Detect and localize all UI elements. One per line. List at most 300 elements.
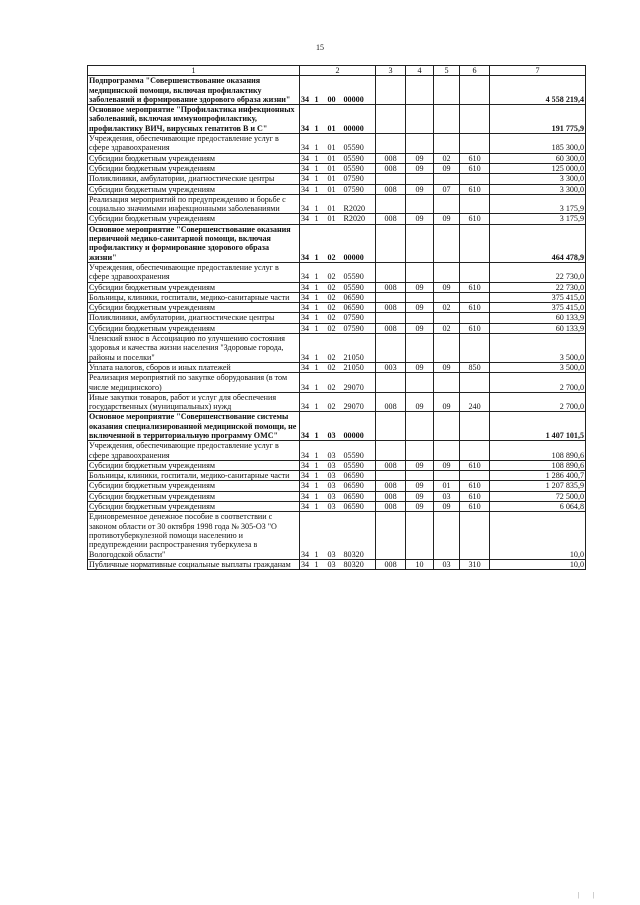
expense-type-cell: 610 (460, 163, 490, 173)
amount-cell: 6 064,8 (490, 502, 586, 512)
ministry-code-cell: 008 (376, 559, 406, 569)
table-row (88, 323, 586, 333)
section-code-cell: 09 (406, 392, 434, 412)
ministry-code-cell (376, 412, 406, 441)
table-row (88, 134, 586, 154)
expense-type-cell: 610 (460, 214, 490, 224)
row-name-cell: Субсидии бюджетным учреждениям (88, 282, 300, 292)
row-name-cell: Субсидии бюджетным учреждениям (88, 303, 300, 313)
section-code-cell (406, 292, 434, 302)
header-cell: 3 (376, 66, 406, 76)
code-activity-cell: 03 (327, 559, 343, 569)
subsection-code-cell: 03 (434, 559, 460, 569)
table-row (88, 460, 586, 470)
code-subprogram-cell: 1 (314, 76, 327, 105)
row-name-cell: Поликлиники, амбулатории, диагностические центры (88, 313, 300, 323)
code-direction-cell: 00000 (343, 412, 376, 441)
code-activity-cell: 01 (327, 134, 343, 154)
code-subprogram-cell: 1 (314, 362, 327, 372)
table-row (88, 292, 586, 302)
subsection-code-cell (434, 224, 460, 262)
section-code-cell: 09 (406, 214, 434, 224)
amount-cell: 375 415,0 (490, 303, 586, 313)
code-program-cell: 34 (300, 214, 314, 224)
ministry-code-cell (376, 194, 406, 214)
expense-type-cell (460, 262, 490, 282)
code-subprogram-cell: 1 (314, 163, 327, 173)
row-name-cell: Основное мероприятие "Совершенствование системы оказания специализированной медицинской помощи, не включенной в территориальную программу ОМС" (88, 412, 300, 441)
amount-cell: 22 730,0 (490, 282, 586, 292)
section-code-cell (406, 224, 434, 262)
section-code-cell: 09 (406, 362, 434, 372)
ministry-code-cell (376, 262, 406, 282)
expense-type-cell (460, 194, 490, 214)
code-direction-cell: 00000 (343, 76, 376, 105)
table-row (88, 441, 586, 461)
table-row (88, 512, 586, 559)
subsection-code-cell (434, 174, 460, 184)
code-program-cell: 34 (300, 362, 314, 372)
section-code-cell (406, 105, 434, 134)
code-subprogram-cell: 1 (314, 214, 327, 224)
expense-type-cell: 610 (460, 481, 490, 491)
row-name-cell: Реализация мероприятий по предупреждению и борьбе с социально значимыми инфекционными заболеваниями (88, 194, 300, 214)
amount-cell: 22 730,0 (490, 262, 586, 282)
code-program-cell: 34 (300, 441, 314, 461)
code-activity-cell: 03 (327, 471, 343, 481)
table-body (88, 76, 586, 570)
code-subprogram-cell: 1 (314, 282, 327, 292)
table-row (88, 184, 586, 194)
section-code-cell (406, 334, 434, 363)
code-subprogram-cell: 1 (314, 184, 327, 194)
subsection-code-cell: 07 (434, 184, 460, 194)
row-name-cell: Подпрограмма "Совершенствование оказания медицинской помощи, включая профилактику заболеваний и формирование здорового образа жизни" (88, 76, 300, 105)
code-program-cell: 34 (300, 412, 314, 441)
amount-cell: 1 286 400,7 (490, 471, 586, 481)
expense-type-cell (460, 412, 490, 441)
row-name-cell: Иные закупки товаров, работ и услуг для обеспечения государственных (муниципальных) нужд (88, 392, 300, 412)
code-activity-cell: 02 (327, 334, 343, 363)
table-row (88, 334, 586, 363)
subsection-code-cell (434, 512, 460, 559)
amount-cell: 3 175,9 (490, 194, 586, 214)
code-direction-cell: R2020 (343, 214, 376, 224)
code-direction-cell: 21050 (343, 362, 376, 372)
table-row (88, 163, 586, 173)
subsection-code-cell (434, 76, 460, 105)
amount-cell: 185 300,0 (490, 134, 586, 154)
ministry-code-cell: 008 (376, 481, 406, 491)
section-code-cell: 09 (406, 282, 434, 292)
expense-type-cell (460, 313, 490, 323)
table-row (88, 373, 586, 393)
code-subprogram-cell: 1 (314, 262, 327, 282)
code-direction-cell: 05590 (343, 460, 376, 470)
code-program-cell: 34 (300, 262, 314, 282)
code-subprogram-cell: 1 (314, 323, 327, 333)
ministry-code-cell: 008 (376, 323, 406, 333)
section-code-cell (406, 313, 434, 323)
table-row (88, 502, 586, 512)
ministry-code-cell (376, 292, 406, 302)
expense-type-cell (460, 471, 490, 481)
subsection-code-cell: 03 (434, 491, 460, 501)
subsection-code-cell: 01 (434, 481, 460, 491)
page-number: 15 (316, 43, 324, 52)
code-program-cell: 34 (300, 313, 314, 323)
code-direction-cell: 05590 (343, 153, 376, 163)
table-row (88, 194, 586, 214)
ministry-code-cell: 008 (376, 214, 406, 224)
section-code-cell: 09 (406, 491, 434, 501)
amount-cell: 108 890,6 (490, 441, 586, 461)
code-subprogram-cell: 1 (314, 134, 327, 154)
header-cell: 1 (88, 66, 300, 76)
section-code-cell (406, 134, 434, 154)
row-name-cell: Больницы, клиники, госпитали, медико-санитарные части (88, 471, 300, 481)
expense-type-cell (460, 76, 490, 105)
row-name-cell: Субсидии бюджетным учреждениям (88, 460, 300, 470)
code-subprogram-cell: 1 (314, 153, 327, 163)
table-row (88, 224, 586, 262)
table-row (88, 174, 586, 184)
ministry-code-cell: 003 (376, 362, 406, 372)
code-subprogram-cell: 1 (314, 303, 327, 313)
subsection-code-cell (434, 334, 460, 363)
header-cell: 5 (434, 66, 460, 76)
expense-type-cell: 850 (460, 362, 490, 372)
code-subprogram-cell: 1 (314, 105, 327, 134)
header-cell: 7 (490, 66, 586, 76)
code-direction-cell: 05590 (343, 262, 376, 282)
ministry-code-cell: 008 (376, 184, 406, 194)
subsection-code-cell: 09 (434, 502, 460, 512)
code-subprogram-cell: 1 (314, 224, 327, 262)
subsection-code-cell (434, 134, 460, 154)
code-subprogram-cell: 1 (314, 559, 327, 569)
expense-type-cell (460, 134, 490, 154)
section-code-cell (406, 412, 434, 441)
ministry-code-cell: 008 (376, 460, 406, 470)
amount-cell: 3 500,0 (490, 362, 586, 372)
code-direction-cell: 80320 (343, 559, 376, 569)
table-row (88, 481, 586, 491)
table-row (88, 262, 586, 282)
code-direction-cell: 29070 (343, 392, 376, 412)
code-program-cell: 34 (300, 460, 314, 470)
ministry-code-cell (376, 313, 406, 323)
code-activity-cell: 02 (327, 282, 343, 292)
section-code-cell: 09 (406, 502, 434, 512)
header-cell: 4 (406, 66, 434, 76)
section-code-cell (406, 194, 434, 214)
code-direction-cell: 05590 (343, 163, 376, 173)
code-subprogram-cell: 1 (314, 491, 327, 501)
row-name-cell: Основное мероприятие "Профилактика инфекционных заболеваний, включая иммунопрофилактику, профилактику ВИЧ, вирусных гепатитов В и С" (88, 105, 300, 134)
code-activity-cell: 02 (327, 313, 343, 323)
code-subprogram-cell: 1 (314, 373, 327, 393)
ministry-code-cell (376, 373, 406, 393)
expense-type-cell: 610 (460, 184, 490, 194)
table-row (88, 105, 586, 134)
subsection-code-cell: 09 (434, 460, 460, 470)
code-program-cell: 34 (300, 224, 314, 262)
code-program-cell: 34 (300, 163, 314, 173)
amount-cell: 3 500,0 (490, 334, 586, 363)
code-program-cell: 34 (300, 502, 314, 512)
ministry-code-cell: 008 (376, 502, 406, 512)
code-program-cell: 34 (300, 174, 314, 184)
code-program-cell: 34 (300, 491, 314, 501)
code-subprogram-cell: 1 (314, 441, 327, 461)
code-direction-cell: 05590 (343, 282, 376, 292)
code-activity-cell: 03 (327, 512, 343, 559)
table-row (88, 313, 586, 323)
table-row (88, 303, 586, 313)
amount-cell: 1 407 101,5 (490, 412, 586, 441)
table-row (88, 559, 586, 569)
subsection-code-cell: 09 (434, 163, 460, 173)
amount-cell: 4 558 219,4 (490, 76, 586, 105)
ministry-code-cell: 008 (376, 282, 406, 292)
ministry-code-cell (376, 76, 406, 105)
section-code-cell: 09 (406, 303, 434, 313)
ministry-code-cell (376, 512, 406, 559)
code-activity-cell: 02 (327, 323, 343, 333)
amount-cell: 60 300,0 (490, 153, 586, 163)
budget-table (87, 65, 586, 570)
code-direction-cell: 07590 (343, 184, 376, 194)
code-direction-cell: 06590 (343, 502, 376, 512)
code-activity-cell: 01 (327, 163, 343, 173)
code-activity-cell: 01 (327, 194, 343, 214)
code-activity-cell: 02 (327, 262, 343, 282)
code-program-cell: 34 (300, 184, 314, 194)
row-name-cell: Субсидии бюджетным учреждениям (88, 153, 300, 163)
row-name-cell: Субсидии бюджетным учреждениям (88, 481, 300, 491)
subsection-code-cell (434, 373, 460, 393)
code-program-cell: 34 (300, 559, 314, 569)
amount-cell: 191 775,9 (490, 105, 586, 134)
code-activity-cell: 01 (327, 153, 343, 163)
code-activity-cell: 02 (327, 362, 343, 372)
code-program-cell: 34 (300, 323, 314, 333)
ministry-code-cell (376, 174, 406, 184)
code-program-cell: 34 (300, 153, 314, 163)
expense-type-cell (460, 512, 490, 559)
code-direction-cell: 21050 (343, 334, 376, 363)
ministry-code-cell: 008 (376, 491, 406, 501)
row-name-cell: Субсидии бюджетным учреждениям (88, 502, 300, 512)
code-program-cell: 34 (300, 282, 314, 292)
code-direction-cell: 06590 (343, 471, 376, 481)
expense-type-cell: 610 (460, 460, 490, 470)
section-code-cell: 09 (406, 163, 434, 173)
table-row (88, 412, 586, 441)
subsection-code-cell: 02 (434, 153, 460, 163)
code-subprogram-cell: 1 (314, 174, 327, 184)
code-activity-cell: 03 (327, 502, 343, 512)
code-activity-cell: 01 (327, 184, 343, 194)
section-code-cell: 09 (406, 184, 434, 194)
subsection-code-cell: 09 (434, 214, 460, 224)
section-code-cell: 09 (406, 460, 434, 470)
subsection-code-cell (434, 194, 460, 214)
expense-type-cell (460, 105, 490, 134)
section-code-cell: 10 (406, 559, 434, 569)
subsection-code-cell (434, 471, 460, 481)
code-activity-cell: 03 (327, 491, 343, 501)
table-row (88, 282, 586, 292)
code-direction-cell: 06590 (343, 303, 376, 313)
code-direction-cell: 06590 (343, 491, 376, 501)
code-direction-cell: 29070 (343, 373, 376, 393)
code-direction-cell: 07590 (343, 174, 376, 184)
subsection-code-cell (434, 412, 460, 441)
code-program-cell: 34 (300, 481, 314, 491)
row-name-cell: Членский взнос в Ассоциацию по улучшению состояния здоровья и качества жизни населения "Здоровые города, районы и поселки" (88, 334, 300, 363)
expense-type-cell (460, 292, 490, 302)
code-activity-cell: 02 (327, 392, 343, 412)
code-subprogram-cell: 1 (314, 460, 327, 470)
section-code-cell (406, 471, 434, 481)
code-subprogram-cell: 1 (314, 412, 327, 441)
ministry-code-cell (376, 134, 406, 154)
code-program-cell: 34 (300, 134, 314, 154)
amount-cell: 2 700,0 (490, 373, 586, 393)
row-name-cell: Учреждения, обеспечивающие предоставление услуг в сфере здравоохранения (88, 134, 300, 154)
row-name-cell: Больницы, клиники, госпитали, медико-санитарные части (88, 292, 300, 302)
code-activity-cell: 02 (327, 373, 343, 393)
scan-edge-mark: | | (577, 891, 600, 899)
ministry-code-cell: 008 (376, 163, 406, 173)
row-name-cell: Субсидии бюджетным учреждениям (88, 184, 300, 194)
code-activity-cell: 01 (327, 174, 343, 184)
ministry-code-cell (376, 471, 406, 481)
code-direction-cell: 05590 (343, 134, 376, 154)
code-subprogram-cell: 1 (314, 292, 327, 302)
code-activity-cell: 03 (327, 460, 343, 470)
row-name-cell: Субсидии бюджетным учреждениям (88, 323, 300, 333)
section-code-cell (406, 262, 434, 282)
code-activity-cell: 03 (327, 481, 343, 491)
expense-type-cell (460, 441, 490, 461)
code-program-cell: 34 (300, 105, 314, 134)
code-program-cell: 34 (300, 194, 314, 214)
subsection-code-cell (434, 313, 460, 323)
expense-type-cell: 610 (460, 491, 490, 501)
amount-cell: 108 890,6 (490, 460, 586, 470)
code-direction-cell: 06590 (343, 481, 376, 491)
code-direction-cell: 05590 (343, 441, 376, 461)
row-name-cell: Основное мероприятие "Совершенствование оказания первичной медико-санитарной помощи, включая профилактику и формирование здорового образа жизни" (88, 224, 300, 262)
expense-type-cell: 610 (460, 303, 490, 313)
row-name-cell: Единовременное денежное пособие в соответствии с законом области от 30 октября 1998 года № 305-ОЗ "О противотуберкулезной помощи населению и предупреждении распространения туберкулеза в Вологодской области" (88, 512, 300, 559)
row-name-cell: Уплата налогов, сборов и иных платежей (88, 362, 300, 372)
expense-type-cell: 610 (460, 282, 490, 292)
expense-type-cell: 610 (460, 323, 490, 333)
header-cell: 2 (300, 66, 376, 76)
amount-cell: 3 175,9 (490, 214, 586, 224)
amount-cell: 1 207 835,9 (490, 481, 586, 491)
expense-type-cell: 610 (460, 502, 490, 512)
code-program-cell: 34 (300, 303, 314, 313)
code-direction-cell: 07590 (343, 323, 376, 333)
code-direction-cell: 00000 (343, 224, 376, 262)
section-code-cell (406, 373, 434, 393)
row-name-cell: Публичные нормативные социальные выплаты гражданам (88, 559, 300, 569)
code-subprogram-cell: 1 (314, 471, 327, 481)
expense-type-cell: 610 (460, 153, 490, 163)
code-program-cell: 34 (300, 292, 314, 302)
code-activity-cell: 01 (327, 214, 343, 224)
amount-cell: 72 500,0 (490, 491, 586, 501)
ministry-code-cell: 008 (376, 303, 406, 313)
amount-cell: 60 133,9 (490, 313, 586, 323)
subsection-code-cell (434, 262, 460, 282)
amount-cell: 10,0 (490, 512, 586, 559)
subsection-code-cell: 02 (434, 303, 460, 313)
section-code-cell (406, 174, 434, 184)
row-name-cell: Субсидии бюджетным учреждениям (88, 163, 300, 173)
section-code-cell (406, 76, 434, 105)
code-program-cell: 34 (300, 392, 314, 412)
subsection-code-cell: 09 (434, 392, 460, 412)
code-activity-cell: 02 (327, 224, 343, 262)
row-name-cell: Субсидии бюджетным учреждениям (88, 491, 300, 501)
amount-cell: 375 415,0 (490, 292, 586, 302)
row-name-cell: Реализация мероприятий по закупке оборудования (в том числе медицинского) (88, 373, 300, 393)
code-direction-cell: R2020 (343, 194, 376, 214)
table-row (88, 392, 586, 412)
ministry-code-cell (376, 224, 406, 262)
code-direction-cell: 00000 (343, 105, 376, 134)
code-subprogram-cell: 1 (314, 392, 327, 412)
code-direction-cell: 06590 (343, 292, 376, 302)
code-activity-cell: 03 (327, 441, 343, 461)
expense-type-cell: 310 (460, 559, 490, 569)
code-program-cell: 34 (300, 76, 314, 105)
subsection-code-cell (434, 292, 460, 302)
table-row (88, 362, 586, 372)
subsection-code-cell: 02 (434, 323, 460, 333)
row-name-cell: Субсидии бюджетным учреждениям (88, 214, 300, 224)
code-subprogram-cell: 1 (314, 334, 327, 363)
expense-type-cell (460, 174, 490, 184)
ministry-code-cell (376, 441, 406, 461)
code-activity-cell: 00 (327, 76, 343, 105)
code-activity-cell: 02 (327, 292, 343, 302)
section-code-cell: 09 (406, 481, 434, 491)
row-name-cell: Учреждения, обеспечивающие предоставление услуг в сфере здравоохранения (88, 441, 300, 461)
subsection-code-cell: 09 (434, 282, 460, 292)
amount-cell: 464 478,9 (490, 224, 586, 262)
amount-cell: 2 700,0 (490, 392, 586, 412)
table-header-row (88, 66, 586, 76)
subsection-code-cell: 09 (434, 362, 460, 372)
code-program-cell: 34 (300, 373, 314, 393)
section-code-cell: 09 (406, 153, 434, 163)
code-program-cell: 34 (300, 471, 314, 481)
table-row (88, 491, 586, 501)
section-code-cell: 09 (406, 323, 434, 333)
ministry-code-cell (376, 334, 406, 363)
ministry-code-cell: 008 (376, 153, 406, 163)
section-code-cell (406, 441, 434, 461)
table-row (88, 153, 586, 163)
code-activity-cell: 02 (327, 303, 343, 313)
